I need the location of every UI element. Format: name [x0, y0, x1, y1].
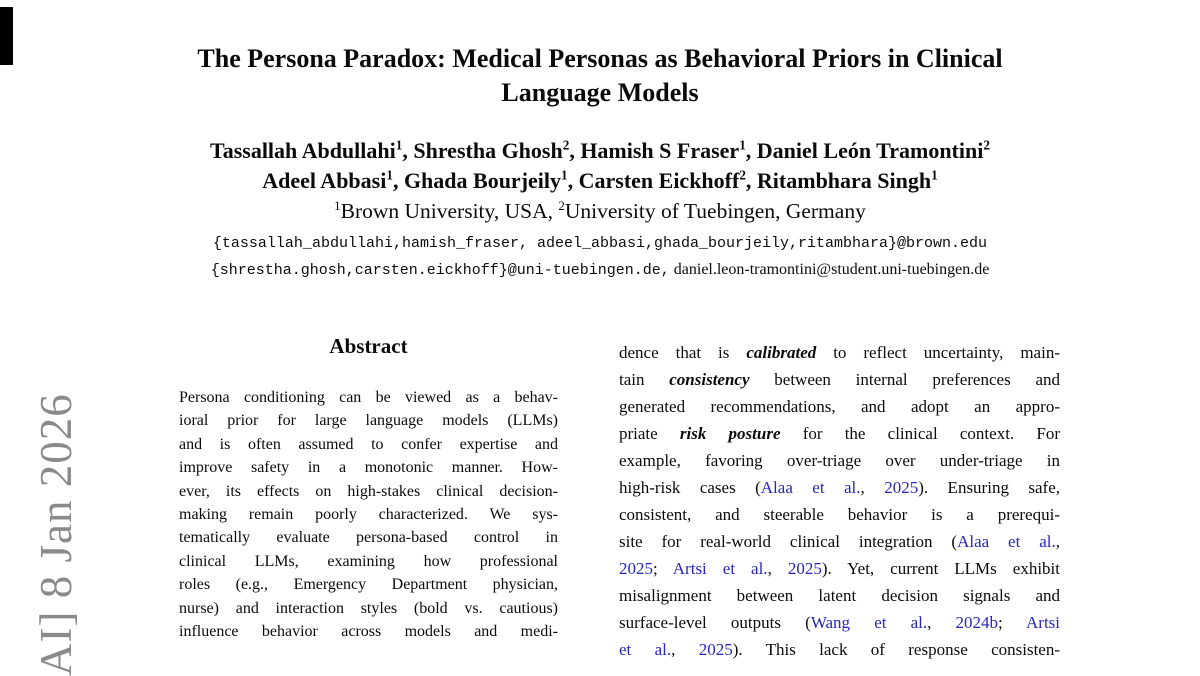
text-segment: generated recommendations, and adopt an appro-	[619, 397, 1060, 416]
body-text-line	[619, 582, 1060, 609]
superscript-marker: 2	[983, 137, 990, 153]
text-segment: ever, its effects on high-stakes clinical decision-	[179, 482, 558, 500]
text-segment: ). Ensuring safe,	[918, 478, 1060, 497]
text-segment: consistent, and steerable behavior is a prerequi-	[619, 505, 1060, 524]
text-segment: ,	[671, 640, 699, 659]
email-line-1: {tassallah_abdullahi,hamish_fraser, adeel_abbasi,ghada_bourjeily,ritambhara}@brown.edu	[212, 235, 988, 252]
abstract-text-line	[179, 409, 558, 432]
abstract-column	[179, 334, 558, 643]
text-segment: example, favoring over-triage over under-triage in	[619, 451, 1060, 470]
citation-link[interactable]: 2025	[619, 559, 653, 578]
text-segment: ;	[653, 559, 673, 578]
superscript-marker: 2	[739, 167, 746, 183]
citation-link[interactable]: Alaa et al.	[957, 532, 1056, 551]
superscript-marker: 1	[739, 137, 746, 153]
arxiv-stamp: AI] 8 Jan 2026	[31, 393, 81, 676]
superscript-marker: 1	[561, 167, 568, 183]
text-segment: roles (e.g., Emergency Department physician,	[179, 576, 558, 594]
emails-block	[0, 231, 1200, 284]
text-segment: surface-level outputs (	[619, 613, 811, 632]
abstract-text-line	[179, 456, 558, 479]
page-title-line-2: Language Models	[501, 78, 699, 107]
citation-link[interactable]: Artsi	[1026, 613, 1060, 632]
authors-block	[0, 136, 1200, 196]
superscript-marker: 1	[931, 167, 938, 183]
text-segment: consistency	[669, 370, 750, 389]
text-segment: daniel.leon-tramontini@student.uni-tuebingen.de	[669, 261, 990, 278]
citation-link[interactable]: 2025	[787, 559, 822, 578]
abstract-text-line	[179, 597, 558, 620]
text-segment: risk posture	[679, 424, 781, 443]
abstract-text-line	[179, 503, 558, 526]
body-text-line	[619, 555, 1060, 582]
citation-link[interactable]: Wang et al.	[810, 613, 928, 632]
body-text-line	[619, 393, 1060, 420]
text-segment: Persona conditioning can be viewed as a behav-	[179, 389, 558, 406]
page-title-line-1: The Persona Paradox: Medical Personas as Behavioral Priors in Clinical	[197, 44, 1003, 73]
superscript-marker: 2	[562, 137, 570, 153]
body-text-line	[619, 636, 1060, 663]
citation-link[interactable]: Artsi et al.	[672, 559, 768, 578]
text-segment: for the clinical context. For	[780, 424, 1060, 443]
text-segment: , Hamish S Fraser	[569, 138, 740, 163]
text-segment: dence that is	[619, 343, 747, 362]
text-segment: ,	[860, 478, 885, 497]
citation-link[interactable]: 2025	[698, 640, 733, 659]
authors-line	[0, 136, 1200, 166]
text-segment: Brown University, USA,	[340, 199, 559, 223]
text-segment: clinical LLMs, examining how professional	[179, 552, 558, 570]
intro-column	[619, 339, 1060, 663]
text-segment: and is often assumed to confer expertise and	[179, 435, 558, 453]
text-segment: ioral prior for large language models (LLMs)	[179, 412, 558, 430]
body-text-line	[619, 609, 1060, 636]
text-segment: between internal preferences and	[749, 370, 1060, 389]
superscript-marker: 1	[386, 167, 393, 183]
text-segment: influence behavior across models and medi-	[179, 623, 558, 641]
text-segment: nurse) and interaction styles (bold vs. cautious)	[179, 599, 558, 617]
body-text-line	[619, 501, 1060, 528]
text-segment: priate	[619, 424, 680, 443]
text-segment: to reflect uncertainty, main-	[816, 343, 1060, 362]
abstract-text-line	[179, 550, 558, 573]
text-segment: ). Yet, current LLMs exhibit	[821, 559, 1060, 578]
text-segment: ,	[1055, 532, 1060, 551]
text-segment: high-risk cases (	[619, 478, 761, 497]
abstract-body	[179, 386, 558, 643]
abstract-text-line	[179, 620, 558, 643]
text-segment: ,	[767, 559, 788, 578]
text-segment: Adeel Abbasi	[262, 168, 387, 193]
text-segment: , Carsten Eickhoff	[567, 168, 740, 193]
abstract-text-line	[179, 526, 558, 549]
text-segment: tain	[619, 370, 670, 389]
text-segment: site for real-world clinical integration (	[619, 532, 958, 551]
body-text-line	[619, 339, 1060, 366]
citation-link[interactable]: et al.	[619, 640, 672, 659]
text-segment: calibrated	[746, 343, 817, 362]
body-text-line	[619, 366, 1060, 393]
text-segment: making remain poorly characterized. We sys-	[179, 506, 558, 524]
text-segment: Tassallah Abdullahi	[210, 138, 396, 163]
text-segment: , Shrestha Ghosh	[402, 138, 563, 163]
text-segment: , Ritambhara Singh	[745, 168, 932, 193]
body-text-line	[619, 474, 1060, 501]
abstract-text-line	[179, 433, 558, 456]
text-segment: improve safety in a monotonic manner. How-	[179, 459, 558, 477]
email-line-2	[0, 257, 1200, 284]
abstract-heading: Abstract	[329, 334, 408, 358]
abstract-text-line	[179, 386, 558, 409]
body-text-line	[619, 528, 1060, 555]
citation-link[interactable]: 2025	[884, 478, 919, 497]
superscript-marker: 1	[334, 198, 341, 213]
text-segment: University of Tuebingen, Germany	[564, 199, 866, 223]
affiliation-block	[0, 197, 1200, 226]
text-segment: , Ghada Bourjeily	[392, 168, 562, 193]
text-segment: ,	[927, 613, 956, 632]
citation-link[interactable]: Alaa et al.	[760, 478, 861, 497]
body-text-line	[619, 447, 1060, 474]
authors-line	[0, 166, 1200, 196]
text-segment: ). This lack of response consisten-	[732, 640, 1060, 659]
text-segment: ;	[998, 613, 1026, 632]
superscript-marker: 2	[558, 198, 565, 213]
text-segment: tematically evaluate persona-based control in	[179, 529, 558, 547]
citation-link[interactable]: 2024b	[955, 613, 999, 632]
body-text-line	[619, 420, 1060, 447]
text-segment: {shrestha.ghosh,carsten.eickhoff}@uni-tuebingen.de,	[210, 262, 670, 279]
text-segment: , Daniel León Tramontini	[745, 138, 984, 163]
text-segment: misalignment between latent decision signals and	[619, 586, 1060, 605]
superscript-marker: 1	[395, 137, 403, 153]
abstract-text-line	[179, 573, 558, 596]
affiliation-line	[0, 197, 1200, 226]
paper-title	[0, 42, 1200, 110]
abstract-text-line	[179, 480, 558, 503]
